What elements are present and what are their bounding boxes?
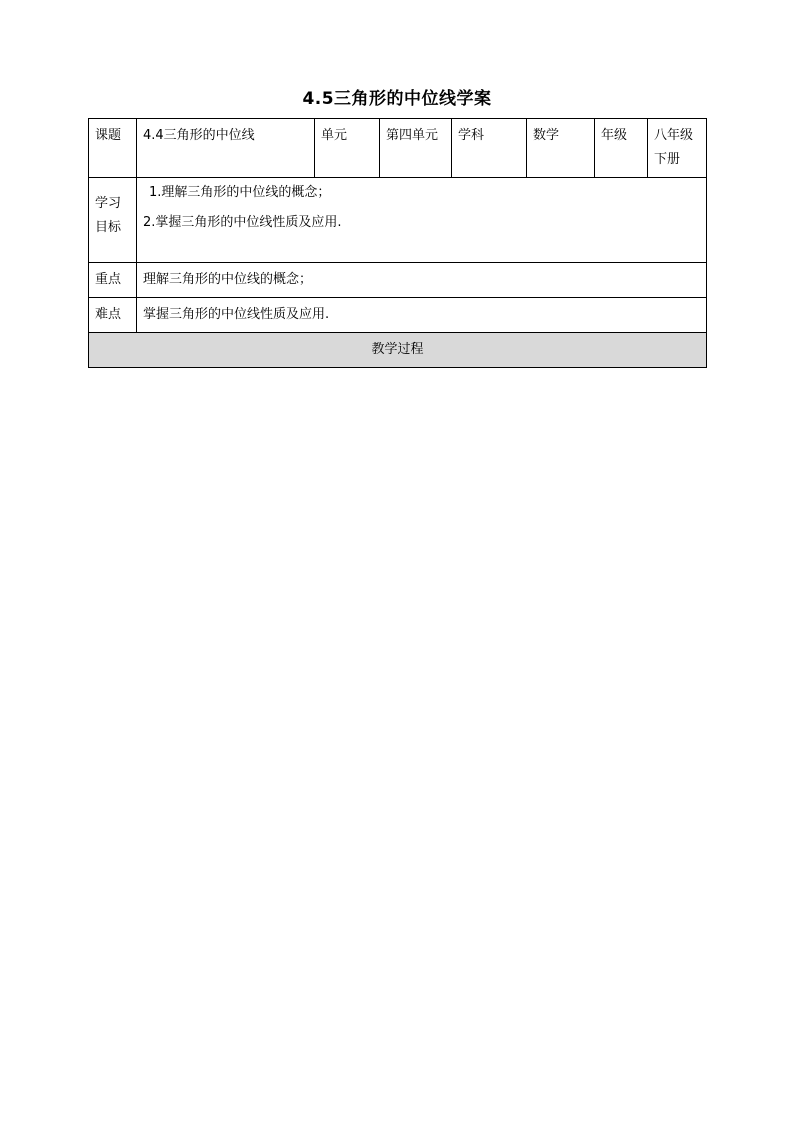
unit-value: 第四单元 (380, 119, 452, 178)
difficulty-value: 掌握三角形的中位线性质及应用. (137, 298, 707, 333)
teaching-process-header: 教学过程 (89, 333, 707, 368)
grade-label: 年级 (595, 119, 648, 178)
difficulty-label: 难点 (89, 298, 137, 333)
document-title: 4.5三角形的中位线学案 (302, 89, 492, 109)
goals-cell (137, 178, 707, 263)
goal-item: 2.掌握三角形的中位线性质及应用. (143, 215, 342, 230)
table-row (89, 263, 707, 298)
table-row (89, 178, 707, 263)
goal-item: 1.理解三角形的中位线的概念； (149, 185, 331, 200)
topic-value: 4.4三角形的中位线 (137, 119, 315, 178)
table-row (89, 298, 707, 333)
topic-label: 课题 (89, 119, 137, 178)
goals-label: 学习目标 (89, 178, 137, 263)
table-row (89, 333, 707, 368)
lesson-plan-table (88, 118, 707, 368)
unit-label: 单元 (315, 119, 380, 178)
grade-value: 八年级下册 (648, 119, 707, 178)
subject-label: 学科 (452, 119, 527, 178)
key-point-value: 理解三角形的中位线的概念； (137, 263, 707, 298)
key-point-label: 重点 (89, 263, 137, 298)
table-row (89, 119, 707, 178)
subject-value: 数学 (527, 119, 595, 178)
